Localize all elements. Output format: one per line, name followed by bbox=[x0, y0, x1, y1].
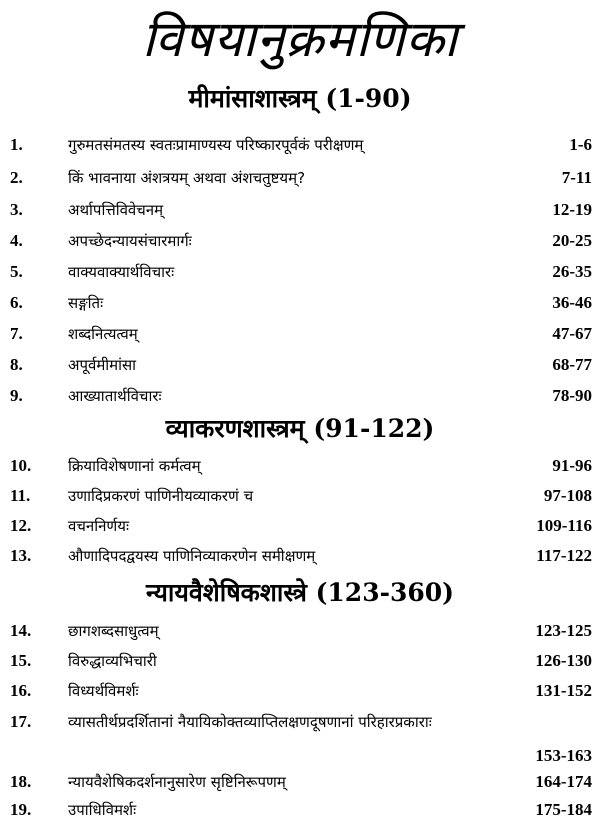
toc-title: विरुद्धाव्यभिचारी bbox=[68, 652, 157, 670]
toc-pages: 1-6 bbox=[569, 135, 592, 154]
toc-number: 9. bbox=[10, 386, 23, 405]
toc-row[interactable] bbox=[0, 454, 600, 478]
toc-row[interactable] bbox=[0, 353, 600, 377]
toc-pages: 91-96 bbox=[552, 456, 592, 475]
toc-row[interactable] bbox=[0, 708, 600, 766]
toc-title: वचननिर्णयः bbox=[68, 517, 129, 535]
toc-row[interactable] bbox=[0, 770, 600, 794]
toc-title: अपच्छेदन्यायसंचारमार्गः bbox=[68, 232, 192, 250]
toc-number: 13. bbox=[10, 546, 32, 565]
toc-title: वाक्यवाक्यार्थविचारः bbox=[68, 263, 175, 281]
toc-pages: 20-25 bbox=[552, 231, 592, 250]
section-heading-vyakarana: व्याकरणशास्त्रम् (91-122) bbox=[165, 414, 435, 443]
toc-title: व्यासतीर्थप्रदर्शितानां नैयायिकोक्तव्याप्तिलक्षणदूषणानां परिहारप्रकाराः bbox=[68, 713, 432, 731]
toc-number: 2. bbox=[10, 168, 23, 187]
toc-number: 15. bbox=[10, 651, 32, 670]
toc-pages: 123-125 bbox=[535, 621, 592, 640]
toc-title: विध्यर्थविमर्शः bbox=[68, 682, 139, 700]
toc-title: अपूर्वमीमांसा bbox=[68, 356, 137, 374]
toc-title: न्यायवैशेषिकदर्शनानुसारेण सृष्टिनिरूपणम् bbox=[68, 773, 286, 791]
toc-title: उणादिप्रकरणं पाणिनीयव्याकरणं च bbox=[68, 487, 254, 505]
toc-pages: 131-152 bbox=[535, 681, 592, 700]
toc-pages: 36-46 bbox=[552, 293, 592, 312]
section-heading-mimamsa: मीमांसाशास्त्रम् (1-90) bbox=[188, 84, 412, 113]
toc-title: किं भावनाया अंशत्रयम् अथवा अंशचतुष्टयम्? bbox=[68, 169, 306, 187]
toc-title: गुरुमतसंमतस्य स्वतःप्रामाण्यस्य परिष्कारपूर्वकं परीक्षणम् bbox=[68, 136, 364, 154]
toc-number: 10. bbox=[10, 456, 32, 475]
toc-number: 6. bbox=[10, 293, 23, 312]
toc-row[interactable] bbox=[0, 384, 600, 408]
toc-number: 3. bbox=[10, 200, 23, 219]
toc-pages: 7-11 bbox=[561, 168, 592, 187]
toc-number: 7. bbox=[10, 324, 23, 343]
toc-pages: 153-163 bbox=[535, 746, 592, 765]
toc-row[interactable] bbox=[0, 649, 600, 673]
toc-title: छागशब्दसाधुत्वम् bbox=[68, 622, 159, 640]
toc-row[interactable] bbox=[0, 544, 600, 568]
toc-number: 4. bbox=[10, 231, 23, 250]
toc-number: 17. bbox=[10, 712, 32, 731]
toc-pages: 12-19 bbox=[552, 200, 592, 219]
toc-title: आख्यातार्थविचारः bbox=[68, 387, 162, 405]
toc-row[interactable] bbox=[0, 260, 600, 284]
toc-number: 14. bbox=[10, 621, 32, 640]
toc-row[interactable] bbox=[0, 514, 600, 538]
toc-number: 5. bbox=[10, 262, 23, 281]
toc-title: उपाधिविमर्शः bbox=[68, 801, 137, 819]
toc-row[interactable] bbox=[0, 291, 600, 315]
toc-row[interactable] bbox=[0, 229, 600, 253]
toc-pages: 109-116 bbox=[536, 516, 592, 535]
toc-number: 11. bbox=[10, 486, 31, 505]
toc-number: 19. bbox=[10, 800, 32, 819]
toc-row[interactable] bbox=[0, 198, 600, 222]
toc-pages: 175-184 bbox=[535, 800, 592, 819]
toc-title: शब्दनित्यत्वम् bbox=[68, 325, 138, 343]
toc-title: क्रियाविशेषणानां कर्मत्वम् bbox=[68, 457, 201, 475]
toc-row[interactable] bbox=[0, 798, 600, 822]
section-heading-nyaya-vaisheshika: न्यायवैशेषिकशास्त्रे (123-360) bbox=[146, 578, 454, 607]
toc-pages: 68-77 bbox=[552, 355, 592, 374]
toc-row[interactable] bbox=[0, 679, 600, 703]
toc-row[interactable] bbox=[0, 484, 600, 508]
toc-pages: 126-130 bbox=[535, 651, 592, 670]
toc-row[interactable] bbox=[0, 166, 600, 190]
toc-row[interactable] bbox=[0, 619, 600, 643]
toc-number: 18. bbox=[10, 772, 32, 791]
toc-pages: 26-35 bbox=[552, 262, 592, 281]
toc-pages: 164-174 bbox=[535, 772, 592, 791]
toc-pages: 47-67 bbox=[552, 324, 592, 343]
toc-title: अर्थापत्तिविवेचनम् bbox=[68, 201, 164, 219]
page-title: विषयानुक्रमणिका bbox=[141, 10, 459, 68]
toc-pages: 78-90 bbox=[552, 386, 592, 405]
toc-number: 16. bbox=[10, 681, 32, 700]
toc-row[interactable] bbox=[0, 133, 600, 157]
toc-pages: 97-108 bbox=[543, 486, 592, 505]
toc-number: 8. bbox=[10, 355, 23, 374]
toc-number: 12. bbox=[10, 516, 32, 535]
toc-title: सङ्गतिः bbox=[68, 294, 104, 312]
toc-pages: 117-122 bbox=[536, 546, 592, 565]
toc-title: औणादिपदद्वयस्य पाणिनिव्याकरणेन समीक्षणम् bbox=[68, 547, 316, 565]
toc-row[interactable] bbox=[0, 322, 600, 346]
toc-number: 1. bbox=[10, 135, 23, 154]
